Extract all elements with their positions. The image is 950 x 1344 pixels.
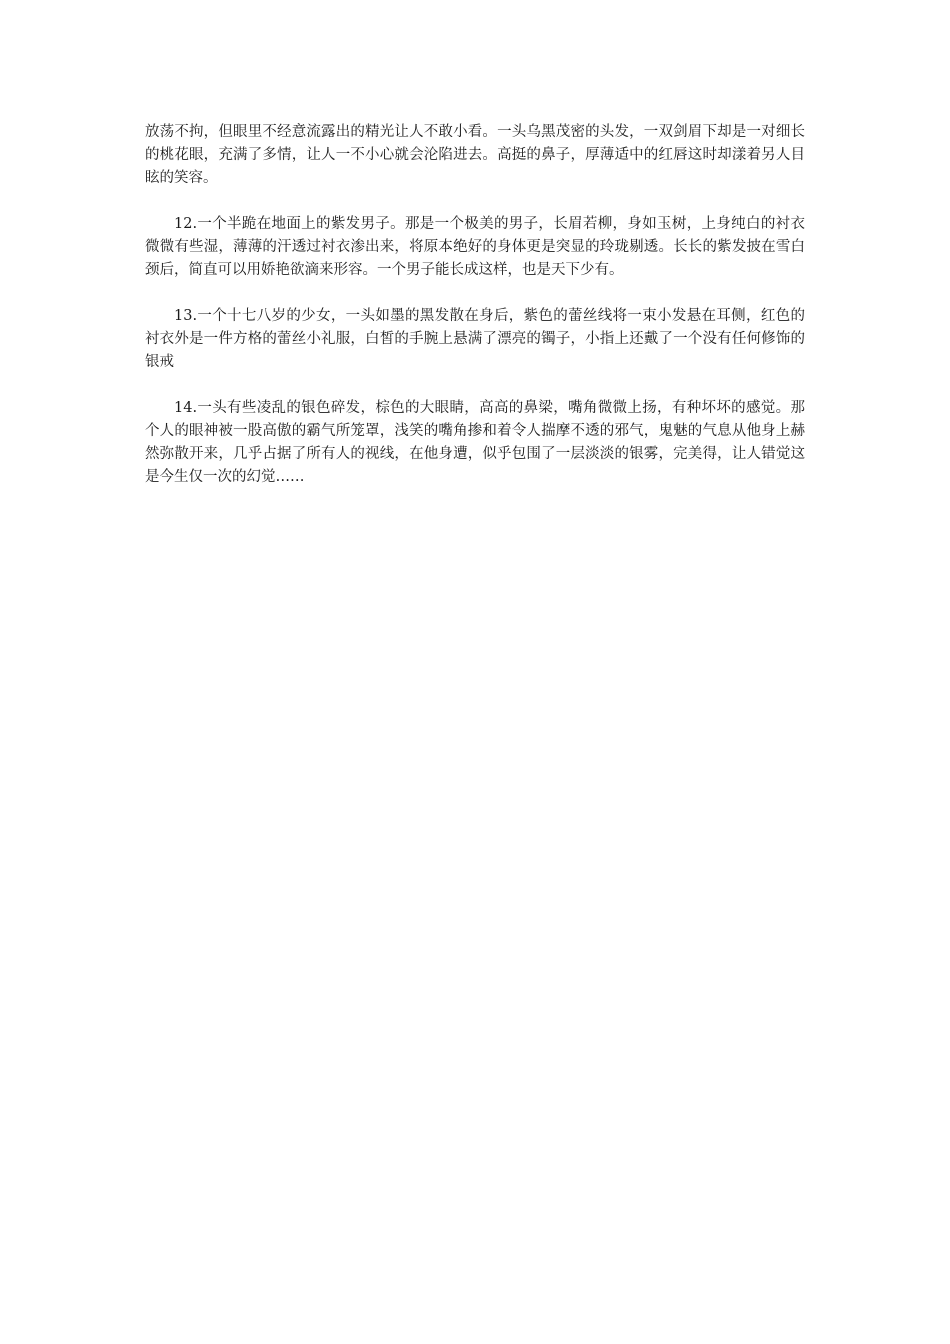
paragraph-item-13: 13.一个十七八岁的少女，一头如墨的黑发散在身后，紫色的蕾丝线将一束小发悬在耳侧，红色的衬衣外是一件方格的蕾丝小礼服，白皙的手腕上悬满了漂亮的镯子，小指上还戴了一个没有任何修饰的银戒: [145, 308, 805, 370]
paragraph-item-12: 12.一个半跪在地面上的紫发男子。那是一个极美的男子，长眉若柳，身如玉树，上身纯白的衬衣微微有些湿，薄薄的汗透过衬衣渗出来，将原本绝好的身体更是突显的玲珑剔透。长长的紫发披在雪白颈后，简直可以用娇艳欲滴来形容。一个男子能长成这样，也是天下少有。: [145, 216, 805, 278]
paragraph-continued: 放荡不拘，但眼里不经意流露出的精光让人不敢小看。一头乌黑茂密的头发，一双剑眉下却是一对细长的桃花眼，充满了多情，让人一不小心就会沦陷进去。高挺的鼻子，厚薄适中的红唇这时却漾着另人目眩的笑容。: [145, 124, 805, 186]
paragraph-item-14: 14.一头有些凌乱的银色碎发，棕色的大眼睛，高高的鼻梁，嘴角微微上扬，有种坏坏的感觉。那个人的眼神被一股高傲的霸气所笼罩，浅笑的嘴角掺和着令人揣摩不透的邪气，鬼魅的气息从他身上赫然弥散开来，几乎占据了所有人的视线，在他身遭，似乎包围了一层淡淡的银雾，完美得，让人错觉这是今生仅一次的幻觉……: [145, 400, 805, 485]
document-body: [145, 121, 805, 512]
